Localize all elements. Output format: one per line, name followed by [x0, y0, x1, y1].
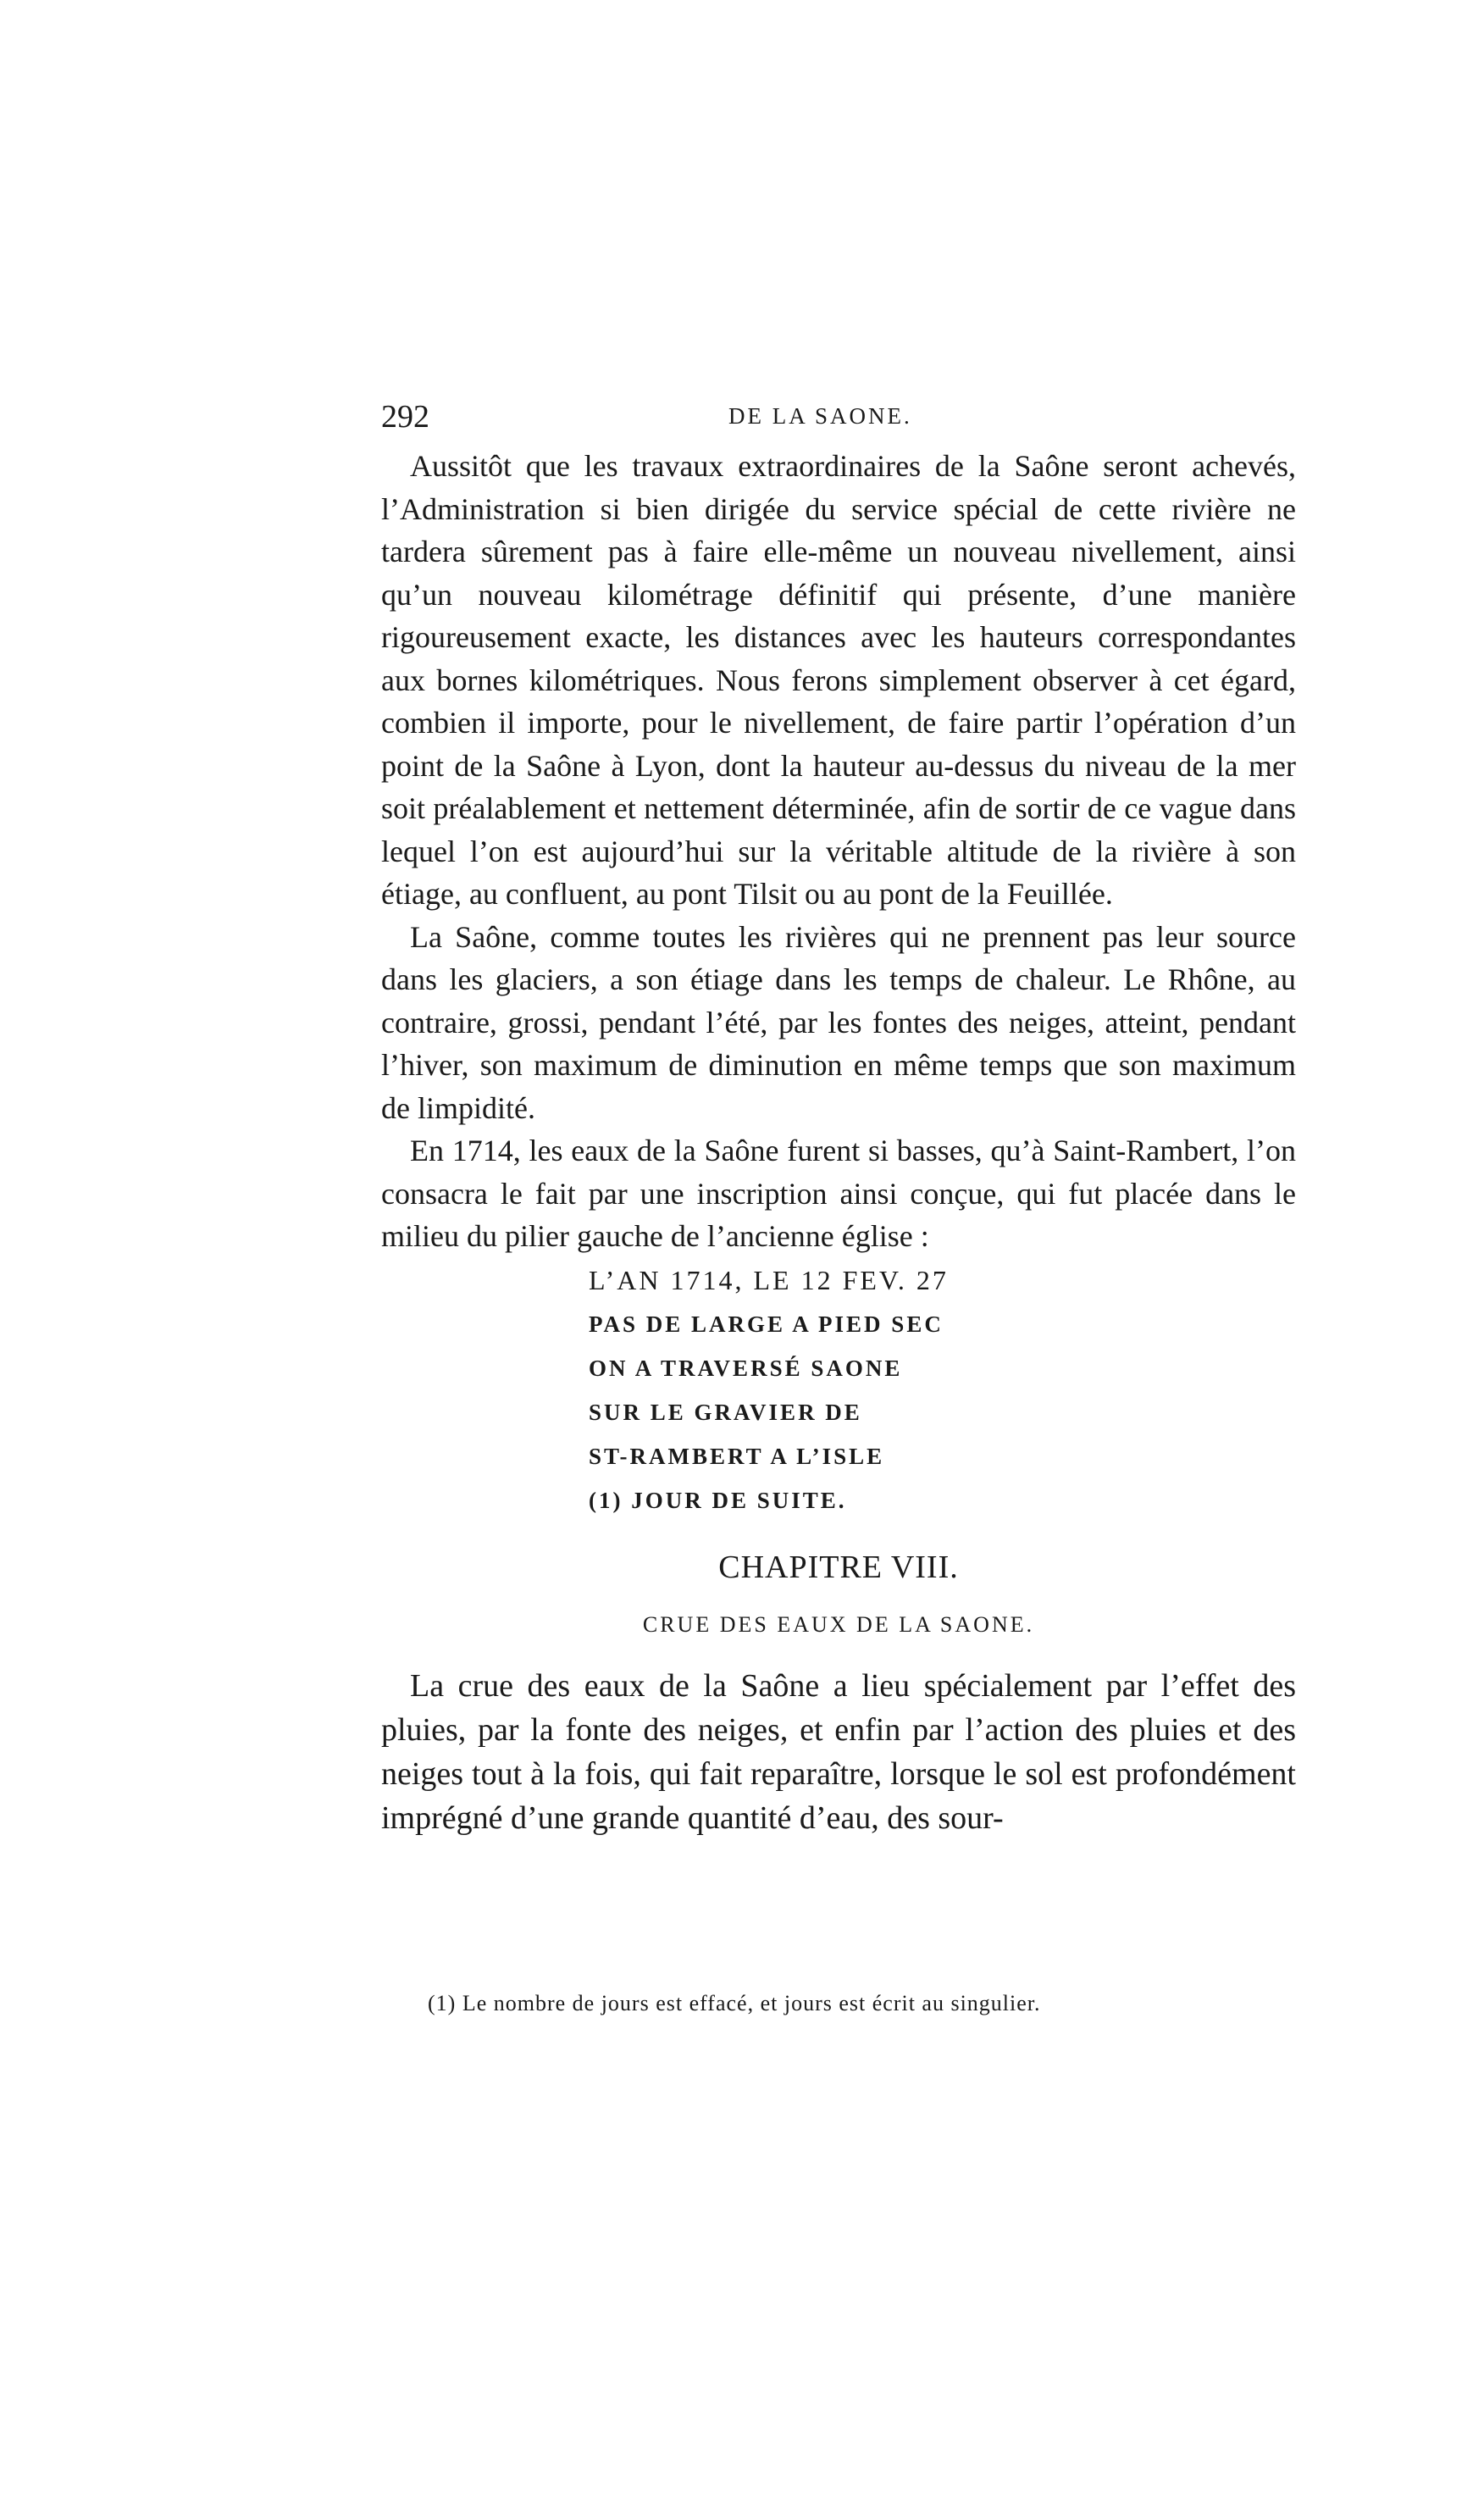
inscription-line: ON A TRAVERSÉ SAONE [589, 1355, 903, 1381]
inscription-line: ST-RAMBERT A L’ISLE [589, 1443, 885, 1469]
inscription-line: PAS DE LARGE A PIED SEC [589, 1311, 944, 1337]
page-number: 292 [381, 399, 429, 435]
chapter-subtitle: CRUE DES EAUX DE LA SAONE. [642, 1612, 1035, 1637]
paragraph-crue: La crue des eaux de la Saône a lieu spécialement par l’effet des pluies, par la fonte des neiges, et enfin par l’action des pluies et des neiges tout à la fois, qui fait reparaître, lorsque le sol est profondément imprégné d’une grande quantité d’eau, des sour- [381, 1667, 1296, 1836]
paragraph-nivellement: Aussitôt que les travaux extraordinaires de la Saône seront achevés, l’Administration si bien dirigée du service spécial de cette rivière ne tardera sûrement pas à faire elle-même un nouveau nivellement, ainsi qu’un nouveau kilométrage définitif qui présente, d’une manière rigoureusement exacte, les distances avec les hauteurs correspondantes aux bornes kilométriques. Nous ferons simplement observer à cet égard, combien il importe, pour le nivellement, de faire partir l’opération d’un point de la Saône à Lyon, dont la hauteur au-dessus du niveau de la mer soit préalablement et nettement déterminée, afin de sortir de ce vague dans lequel l’on est aujourd’hui sur la véritable altitude de la rivière à son étiage, au confluent, au pont Tilsit ou au pont de la Feuillée. [381, 449, 1296, 911]
inscription-line: L’AN 1714, LE 12 FEV. 27 [589, 1264, 949, 1295]
paragraph-inscription-intro: En 1714, les eaux de la Saône furent si basses, qu’à Saint-Rambert, l’on consacra le fait par une inscription ainsi conçue, qui fut placée dans le milieu du pilier gauche de l’ancienne église : [381, 1134, 1296, 1253]
paragraph-etiage: La Saône, comme toutes les rivières qui ne prennent pas leur source dans les glaciers, a son étiage dans les temps de chaleur. Le Rhône, au contraire, grossi, pendant l’été, par les fontes des neiges, atteint, pendant l’hiver, son maximum de diminution en même temps que son maximum de limpidité. [381, 919, 1296, 1125]
chapter-title: CHAPITRE VIII. [718, 1549, 959, 1585]
footnote: (1) Le nombre de jours est effacé, et jours est écrit au singulier. [428, 1991, 1041, 2015]
inscription-line: (1) JOUR DE SUITE. [589, 1487, 847, 1513]
running-title: DE LA SAONE. [728, 403, 912, 429]
running-head [381, 398, 1296, 449]
main-text [381, 445, 1296, 1840]
inscription [589, 1258, 1296, 1522]
inscription-line: SUR LE GRAVIER DE [589, 1399, 862, 1425]
